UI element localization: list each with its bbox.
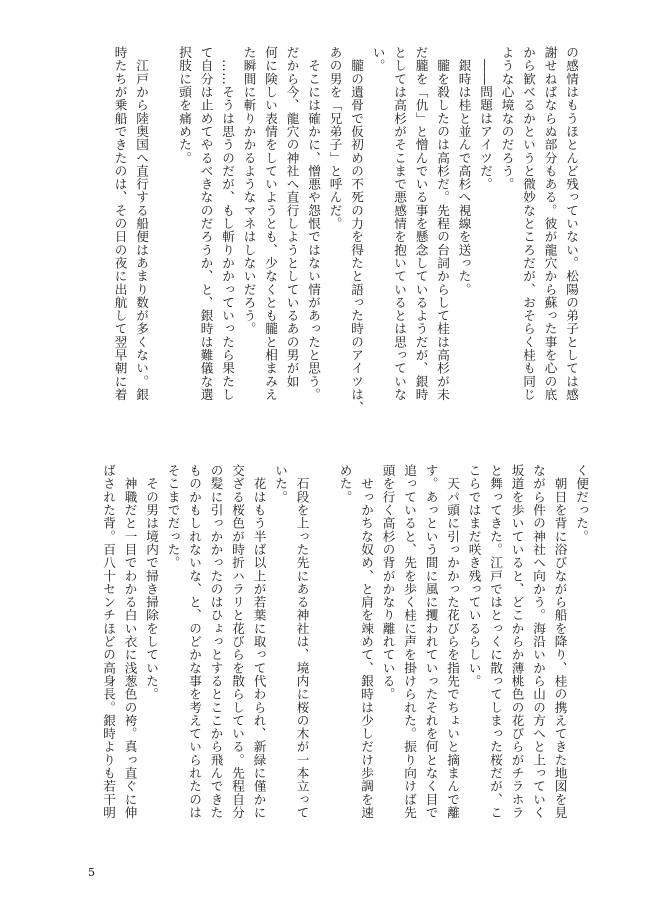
text-line	[313, 464, 335, 854]
text-line: 銀時は桂と並んで高杉へ視線を送った。	[456, 46, 472, 296]
text-line: 謝せねばならぬ部分もある。彼が龍穴から蘇った事を心の底	[542, 46, 558, 402]
text-line: だから今、龍穴の神社へ直行しようとしているあの男が如	[284, 46, 300, 388]
text-line: の髪に引っかかったのはひょっとするとここから飛んできた	[208, 464, 224, 820]
text-line: 朧を殺したのは高杉だ。先程の台詞からして桂は高杉が未	[435, 46, 450, 402]
text-line: 朧の遺骨で仮初めの不死の力を得たと語った時のアイツは、	[349, 46, 364, 415]
text-line: 時たちが乗船できたのは、その日の夜に出航して翌早朝に着	[112, 46, 128, 402]
text-line: ばされた背。百八十センチほどの高身長。銀時よりも若干明	[101, 464, 116, 820]
text-line: 江戸から陸奥国へ直行する船便はあまり数が多くない。銀	[134, 46, 149, 402]
lower-text-block	[82, 464, 592, 854]
text-line: 天パ頭に引っかかった花びらを指先でちょいと摘まんで離	[445, 464, 460, 820]
text-line: す。あっという間に風に攫われていったそれを何となく目で	[423, 464, 439, 820]
text-line: く便だった。	[574, 464, 589, 543]
text-line: 頭を行く高杉の背がかなり離れている。	[380, 464, 396, 701]
text-line: いた。	[273, 464, 288, 504]
text-line: た瞬間に斬りかかるようなマネはしないだろう。	[241, 46, 257, 336]
text-line: 石段を上った先にある神社は、境内に桜の木が一本立って	[294, 464, 310, 820]
text-line: 択肢に頭を痛めた。	[177, 46, 192, 165]
text-line: その男は境内で掃き掃除をしていた。	[144, 464, 159, 701]
text-line: だ朧を「仇」と憎んでいる事を懸念しているようだが、銀時	[413, 46, 429, 402]
text-line: としては高杉がそこまで悪感情を抱いているとは思っていな	[392, 46, 407, 402]
text-line: 追っていると、先を歩く桂に声を掛けられた。振り向けば先	[402, 464, 417, 820]
text-line: ――問題はアイツだ。	[478, 46, 493, 191]
text-line: こらではまだ咲き残っているらしい。	[466, 464, 482, 688]
text-line: 朝日を背に浴びながら船を降り、桂の携えてきた地図を見	[552, 464, 568, 820]
text-line: めた。	[337, 464, 353, 504]
text-line: ながら件の神社へ向かう。海沿いから山の方へと上っていく	[531, 464, 546, 820]
text-line: の感情はもうほとんど残っていない。松陽の弟子としては感	[564, 46, 579, 402]
text-line: ……そうは思うのだが、もし斬りかかっていったら果たし	[220, 46, 235, 402]
text-line: 交ざる桜色が時折ハラリと花びらを散らしている。先程自分	[230, 464, 245, 820]
text-line: て自分は止めてやるべきなのだろうか、と、銀時は難儀な選	[198, 46, 214, 402]
text-line: あの男を「兄弟子」と呼んだ。	[327, 46, 343, 231]
text-line: ような心境なのだろう。	[499, 46, 515, 191]
page-number: 5	[88, 866, 95, 879]
text-line: 神職だと一目でわかる白い衣に浅葱色の袴。真っ直ぐに伸	[122, 464, 138, 820]
text-line: から歓べるかというと微妙なところだが、おそらく桂も同じ	[521, 46, 536, 402]
text-line: と舞ってきた。江戸ではとっくに散ってしまった桜だが、こ	[488, 464, 503, 820]
text-line: せっかちな奴め、と肩を竦めて、銀時は少しだけ歩調を速	[359, 464, 374, 820]
text-line: 何に険しい表情をしていようとも、少なくとも朧と相まみえ	[263, 46, 278, 402]
upper-text-block	[82, 46, 582, 436]
text-line	[152, 46, 174, 436]
text-line: 坂道を歩いていると、どこからか薄桃色の花びらがチラホラ	[509, 464, 525, 820]
text-line: い。	[370, 46, 386, 73]
text-line: そこには確かに、憎悪や怨恨ではない情があったと思う。	[306, 46, 321, 402]
text-line: 花はもう半ば以上が若葉に取って代わられ、新緑に僅かに	[251, 464, 267, 820]
text-line: ものかもしれないな、と、のどかな事を考えていられたのは	[187, 464, 202, 820]
text-line: そこまでだった。	[165, 464, 181, 570]
